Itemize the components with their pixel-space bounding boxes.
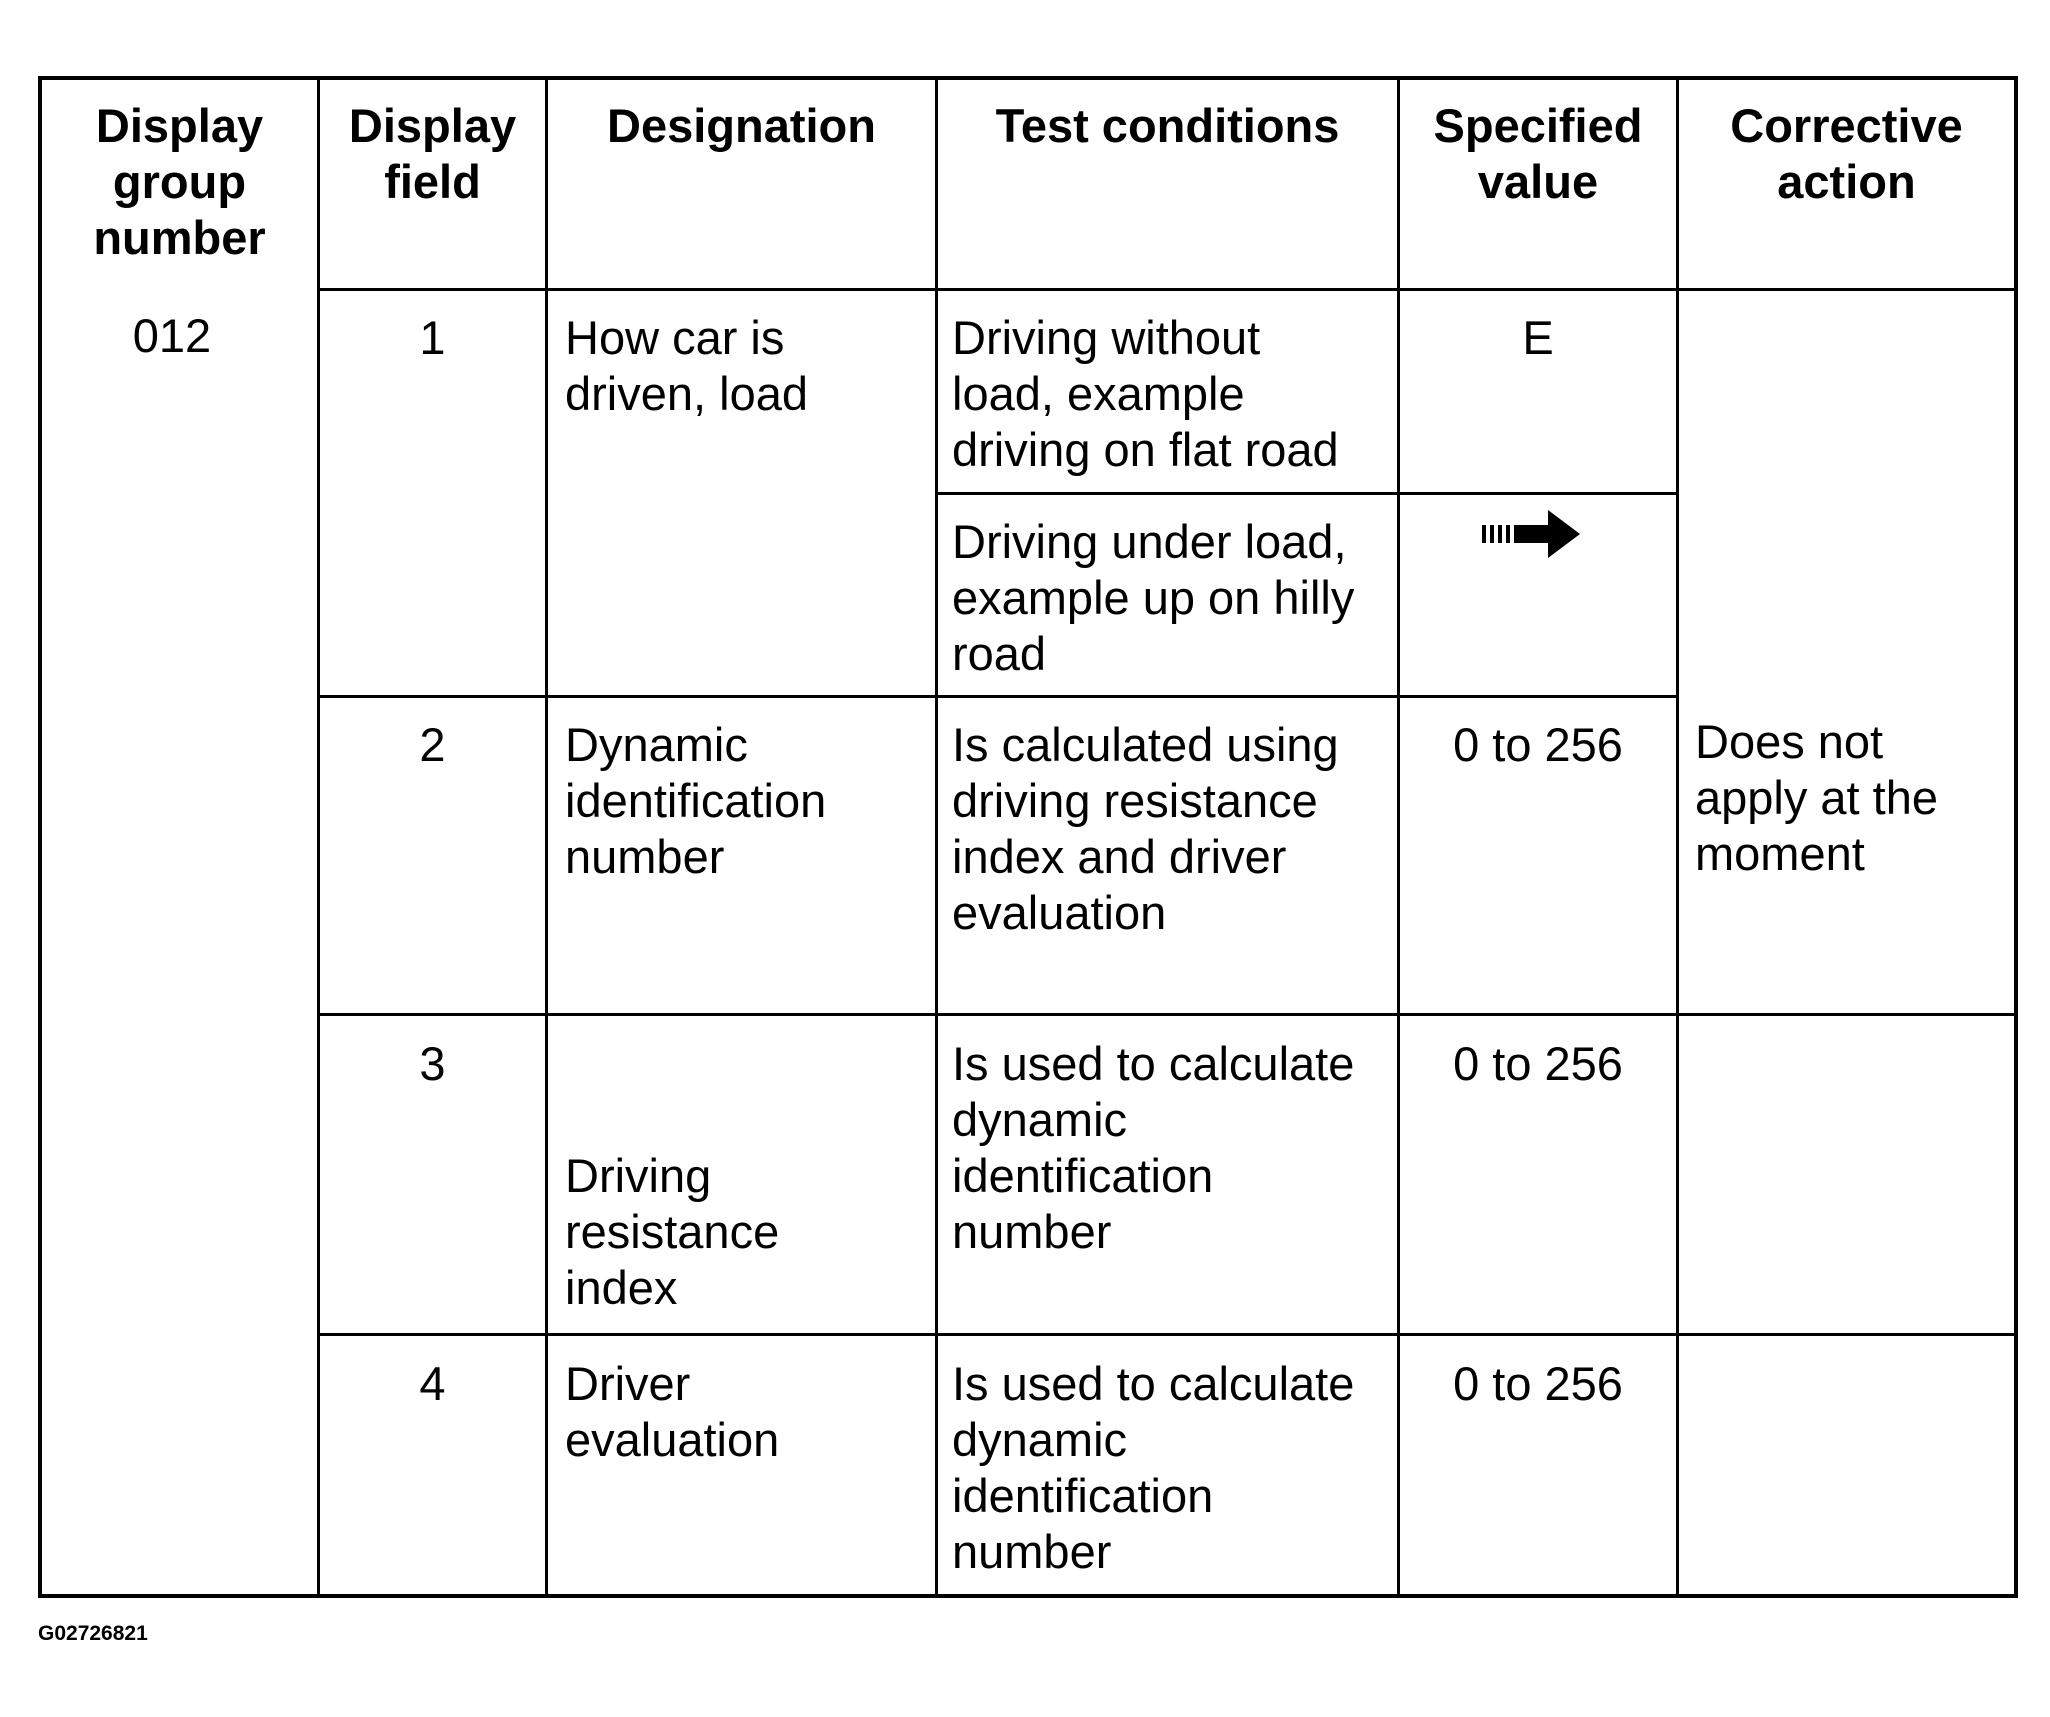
corrective-action-text: Does not apply at the moment — [1695, 715, 1939, 880]
display-field-1: 1 — [419, 311, 446, 364]
test-condition-4: Is used to calculate dynamic identification number — [952, 1357, 1355, 1578]
specified-value-1a: E — [1522, 311, 1554, 364]
designation-1: How car is driven, load — [565, 311, 808, 420]
test-condition-1b: Driving under load, example up on hilly road — [952, 515, 1355, 680]
header-designation: Designation — [607, 99, 876, 152]
figure-code: G02726821 — [38, 1622, 148, 1645]
row-divider — [317, 1013, 2018, 1016]
display-group-number: 012 — [132, 309, 212, 362]
column-divider — [1676, 76, 1679, 1598]
header-corrective-action: Corrective action — [1730, 99, 1963, 208]
test-condition-1a: Driving without load, example driving on flat road — [952, 311, 1339, 476]
specified-value-2: 0 to 256 — [1453, 718, 1623, 771]
designation-4: Driver evaluation — [565, 1357, 780, 1466]
row-divider — [935, 492, 1679, 495]
designation-3: Driving resistance index — [565, 1149, 780, 1314]
header-display-group-number: Display group number — [93, 99, 266, 264]
header-divider — [317, 288, 2018, 291]
display-field-3: 3 — [419, 1037, 446, 1090]
specified-value-4: 0 to 256 — [1453, 1357, 1623, 1410]
header-test-conditions: Test conditions — [995, 99, 1340, 152]
header-display-field: Display field — [348, 99, 517, 208]
column-divider — [545, 76, 548, 1598]
test-condition-3: Is used to calculate dynamic identification number — [952, 1037, 1355, 1258]
column-divider — [935, 76, 938, 1598]
designation-2: Dynamic identification number — [565, 718, 827, 883]
arrow-right-icon — [1482, 510, 1582, 563]
row-divider — [317, 695, 1679, 698]
test-condition-2: Is calculated using driving resistance index and driver evaluation — [952, 718, 1339, 939]
specified-value-3: 0 to 256 — [1453, 1037, 1623, 1090]
header-specified-value: Specified value — [1433, 99, 1643, 208]
display-field-4: 4 — [419, 1357, 446, 1410]
row-divider — [317, 1333, 2018, 1336]
display-field-2: 2 — [419, 718, 446, 771]
